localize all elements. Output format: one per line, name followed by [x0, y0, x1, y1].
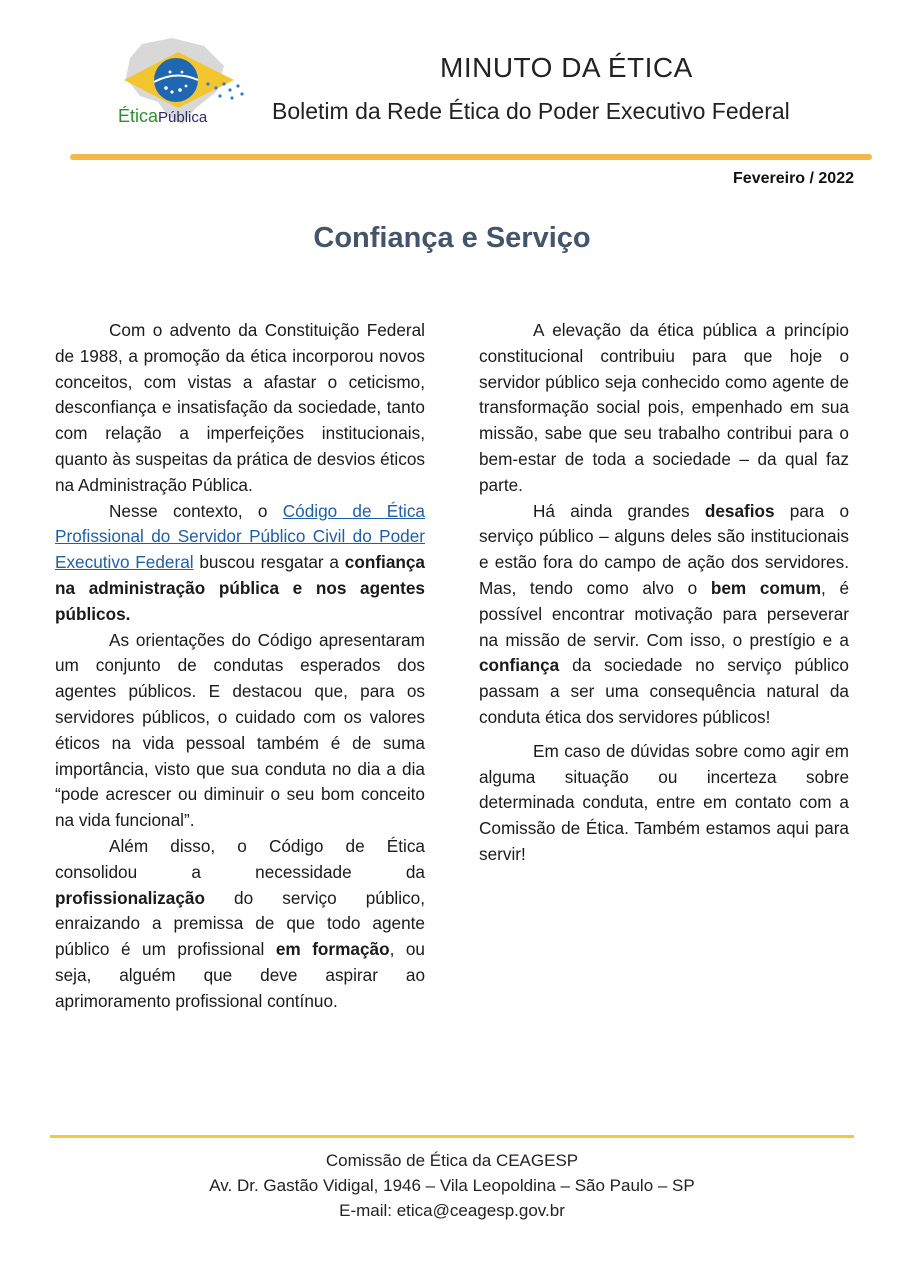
code-of-ethics-link[interactable]: Código de Ética Profissional do Servidor Público Civil do Poder Executivo Federal — [55, 500, 425, 573]
footer-email: E-mail: etica@ceagesp.gov.br — [339, 1201, 565, 1220]
left-paragraph-4: Além disso, o Código de Ética consolidou a necessidade da profissionalização do serviço público, enraizando a premissa de que todo agente público é um profissional em formação, ou seja, alguém que deve aspirar ao aprimoramento profissional contínuo. — [55, 835, 425, 1011]
right-paragraph-2: Há ainda grandes desafios para o serviço público – alguns deles são institucionais e estão fora do campo de ação dos servidores. Mas, tendo como alvo o bem comum, é possível encontrar motivação para perseverar na missão de servir. Com isso, o prestígio e a confiança da sociedade no serviço público passam a ser uma consequência natural da conduta ética dos servidores públicos! — [479, 500, 850, 727]
header-divider — [70, 154, 872, 160]
etica-publica-logo — [112, 36, 252, 140]
footer — [0, 1148, 904, 1223]
right-paragraph-1: A elevação da ética pública a princípio constitucional contribuiu para que hoje o servidor público seja conhecido como agente de transformação social pois, empenhado em sua missão, sabe que seu trabalho contribui para o bem-estar de toda a sociedade – da qual faz parte. — [479, 320, 849, 495]
bulletin-subtitle: Boletim da Rede Ética do Poder Executivo Federal — [272, 98, 790, 124]
right-column — [479, 318, 849, 868]
logo-word-publica: Pública — [158, 109, 208, 126]
left-paragraph-3: As orientações do Código apresentaram um conjunto de condutas esperados dos agentes públicos. E destacou que, para os servidores públicos, o cuidado com os valores éticos na vida pessoal também é de suma importância, visto que sua conduta no dia a dia “pode acrescer ou diminuir o seu bom conceito na vida funcional”. — [55, 629, 425, 831]
article-title: Confiança e Serviço — [313, 222, 591, 254]
footer-divider — [50, 1135, 854, 1138]
left-column — [55, 318, 425, 1015]
right-paragraph-3: Em caso de dúvidas sobre como agir em alguma situação ou incerteza sobre determinada conduta, entre em contato com a Comissão de Ética. Também estamos aqui para servir! — [479, 740, 849, 864]
issue-date: Fevereiro / 2022 — [733, 170, 854, 187]
footer-commission: Comissão de Ética da CEAGESP — [325, 1151, 579, 1170]
left-paragraph-1: Com o advento da Constituição Federal de 1988, a promoção da ética incorporou novos conceitos, com vistas a afastar o ceticismo, desconfiança e insatisfação da sociedade, tanto com relação a imperfeições institucionais, quanto às suspeitas da prática de desvios éticos na Administração Pública. — [55, 320, 425, 495]
left-paragraph-2: Nesse contexto, o Código de Ética Profissional do Servidor Público Civil do Poder Executivo Federal buscou resgatar a confiança na administração pública e nos agentes públicos. — [55, 500, 425, 624]
logo-word-etica: Ética — [118, 106, 159, 126]
bulletin-title: MINUTO DA ÉTICA — [440, 52, 693, 83]
footer-address: Av. Dr. Gastão Vidigal, 1946 – Vila Leopoldina – São Paulo – SP — [209, 1176, 695, 1195]
logo-wordmark — [118, 106, 207, 127]
